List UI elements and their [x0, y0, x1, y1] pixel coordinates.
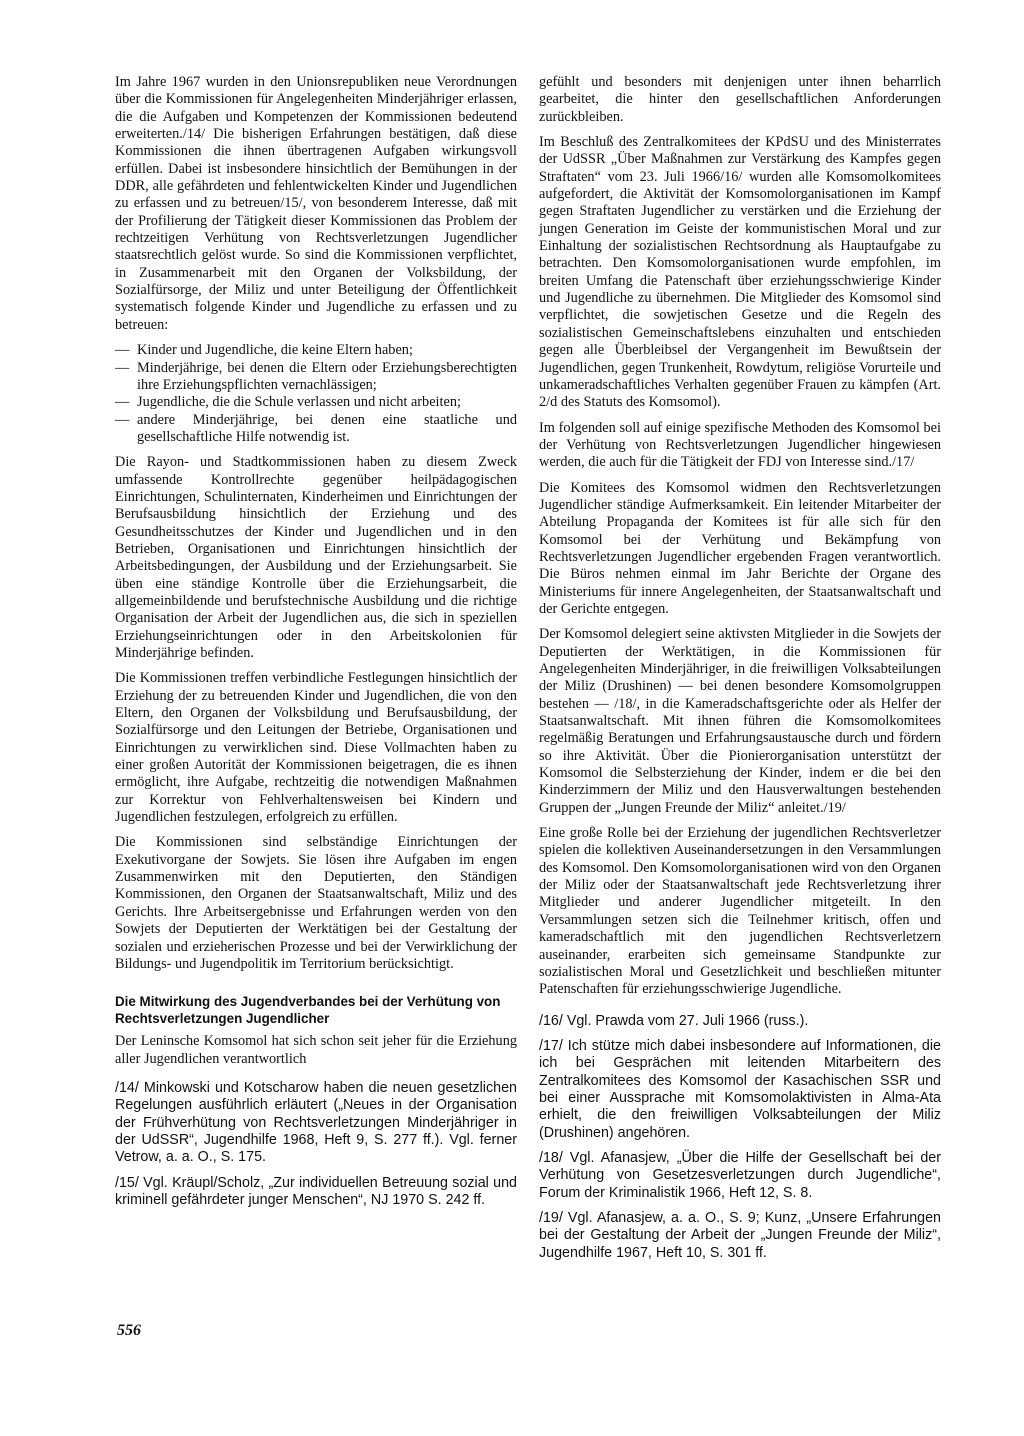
paragraph: Die Kommissionen sind selbständige Einrichtungen der Exekutivorgane der Sowjets. Sie lösen ihre Aufgaben im engen Zusammenwirken mit den Deputierten, den Ständigen Kommissionen, den Organen der Staatsanwaltschaft, Miliz und des Gerichts. Ihre Arbeitsergebnisse und Erfahrungen werden von den Sowjets der Deputierten der Werktätigen bei der Gestaltung der sozialen und erzieherischen Prozesse und bei der Verwirklichung der Bildungs- und Jugendpolitik im Territorium berücksichtigt.	[115, 834, 517, 972]
list-item	[115, 394, 517, 411]
list-item	[115, 342, 517, 359]
list-item-text: Minderjährige, bei denen die Eltern oder Erziehungsberechtigten ihre Erziehungspflichten vernachlässigen;	[137, 359, 517, 393]
footnote: /19/ Vgl. Afanasjew, a. a. O., S. 9; Kunz, „Unsere Erfahrungen bei der Gestaltung der Arbeit der „Jungen Freunde der Miliz“, Jugendhilfe 1967, Heft 10, S. 301 ff.	[539, 1209, 941, 1261]
footnotes	[115, 1080, 517, 1209]
paragraph: gefühlt und besonders mit denjenigen unter ihnen beharrlich gearbeitet, die hinter den gesellschaftlichen Anforderungen zurückbleiben.	[539, 74, 941, 125]
paragraph: Die Komitees des Komsomol widmen den Rechtsverletzungen Jugendlicher ständige Aufmerksamkeit. Ein leitender Mitarbeiter der Abteilung Propaganda der Komitees ist für alle sich für den Komsomol bei der Verhütung und Bekämpfung von Rechtsverletzungen Jugendlicher ergebenden Fragen verantwortlich. Die Büros nehmen einmal im Jahr Berichte der Organe des Ministeriums für innere Angelegenheiten, der Staatsanwaltschaft und der Gerichte entgegen.	[539, 479, 941, 617]
paragraph: Die Kommissionen treffen verbindliche Festlegungen hinsichtlich der Erziehung der zu betreuenden Kinder und Jugendlichen, die von den Eltern, den Organen der Volksbildung und Berufsausbildung, der Sozialfürsorge und den Leitungen der Betriebe, Organisationen und Einrichtungen zu verwirklichen sind. Diese Vollmachten haben zu einer großen Autorität der Kommissionen beigetragen, die es ihnen ermöglicht, ihre Aufgabe, rechtzeitig die notwendigen Maßnahmen zur Korrektur von Fehlverhaltensweisen bei Kindern und Jugendlichen festzulegen, erfolgreich zu erfüllen.	[115, 670, 517, 826]
left-column	[115, 74, 517, 1217]
footnote: /15/ Vgl. Kräupl/Scholz, „Zur individuellen Betreuung sozial und kriminell gefährdeter junger Menschen“, NJ 1970 S. 242 ff.	[115, 1174, 517, 1208]
list-item-text: Jugendliche, die die Schule verlassen und nicht arbeiten;	[137, 394, 461, 411]
dash-bullet: —	[115, 359, 130, 376]
footnote: /14/ Minkowski und Kotscharow haben die neuen gesetzlichen Regelungen ausführlich erläutert („Neues in der Organisation der Frühverhütung von Rechtsverletzungen Minderjähriger in der UdSSR“, Jugendhilfe 1968, Heft 9, S. 277 ff.). Vgl. ferner Vetrow, a. a. O., S. 175.	[115, 1079, 517, 1166]
footnote: /16/ Vgl. Prawda vom 27. Juli 1966 (russ.).	[539, 1012, 809, 1029]
paragraph: Der Leninsche Komsomol hat sich schon seit jeher für die Erziehung aller Jugendlichen verantwortlich	[115, 1033, 517, 1067]
dash-bullet: —	[115, 342, 130, 359]
target-groups-list	[115, 342, 517, 446]
section-heading: Die Mitwirkung des Jugendverbandes bei der Verhütung von Rechtsverletzungen Jugendlicher	[115, 994, 501, 1027]
paragraph: Im folgenden soll auf einige spezifische Methoden des Komsomol bei der Verhütung von Rechtsverletzungen Jugendlicher hingewiesen werden, die auch für die Tätigkeit der FDJ von Interesse sind./17/	[539, 419, 941, 471]
list-item-text: andere Minderjährige, bei denen eine staatliche und gesellschaftliche Hilfe notwendig ist.	[137, 411, 517, 445]
paragraph: Im Jahre 1967 wurden in den Unionsrepubliken neue Verordnungen über die Kommissionen für Angelegenheiten Minderjähriger erlassen, die die Aufgaben und Kompetenzen der Kommissionen bedeutend erweiterten./14/ Die bisherigen Erfahrungen bestätigen, daß diese Kommissionen die ihnen übertragenen Aufgaben wirkungsvoll erfüllen. Dabei ist insbesondere hinsichtlich der Bemühungen in der DDR, alle gefährdeten und fehlentwickelten Kinder und Jugendlichen zu erfassen und zu betreuen/15/, von besonderem Interesse, daß mit der Profilierung der Tätigkeit dieser Kommissionen das Problem der rechtzeitigen Verhütung von Rechtsverletzungen Jugendlicher staatsrechtlich gelöst wurde. So sind die Kommissionen verpflichtet, in Zusammenarbeit mit den Organen der Volksbildung, der Sozialfürsorge, der Miliz und unter Beteiligung der Öffentlichkeit systematisch folgende Kinder und Jugendliche zu erfassen und zu betreuen:	[115, 74, 517, 333]
footnote: /18/ Vgl. Afanasjew, „Über die Hilfe der Gesellschaft bei der Verhütung von Gesetzesverletzungen durch Jugendliche“, Forum der Kriminalistik 1966, Heft 12, S. 8.	[539, 1149, 941, 1201]
footnote: /17/ Ich stütze mich dabei insbesondere auf Informationen, die ich bei Gesprächen mit leitenden Mitarbeitern des Zentralkomitees des Komsomol der Kasachischen SSR und bei einer Aussprache mit Komsomolaktivisten in Alma-Ata erhielt, die den freiwilligen Volksabteilungen der Miliz (Drushinen) angehören.	[539, 1037, 941, 1141]
right-column	[539, 74, 941, 1270]
dash-bullet: —	[115, 394, 130, 411]
list-item	[115, 360, 517, 395]
page-number: 556	[117, 1322, 141, 1339]
paragraph: Eine große Rolle bei der Erziehung der jugendlichen Rechtsverletzer spielen die kollektiven Auseinandersetzungen in den Versammlungen des Komsomol. Den Komsomolorganisationen wird von den Organen der Miliz oder der Staatsanwaltschaft jede Rechtsverletzung ihrer Mitglieder und anderer Jugendlicher mitgeteilt. In den Versammlungen setzen sich die Teilnehmer kritisch, offen und kameradschaftlich mit den jugendlichen Rechtsverletzern auseinander, erarbeiten sich gemeinsame Standpunkte zur sozialistischen Moral und Gesetzlichkeit und beschließen mitunter Patenschaften für erziehungsschwierige Jugendliche.	[539, 825, 941, 998]
footnotes	[539, 1013, 941, 1262]
list-item	[115, 412, 517, 447]
list-item-text: Kinder und Jugendliche, die keine Eltern haben;	[137, 342, 413, 359]
paragraph: Der Komsomol delegiert seine aktivsten Mitglieder in die Sowjets der Deputierten der Werktätigen, in die Kommissionen für Angelegenheiten Minderjähriger, in die freiwilligen Volksabteilungen der Miliz (Drushinen) — bei denen besondere Komsomolgruppen bestehen — /18/, in die Kameradschaftsgerichte oder als Helfer der Staatsanwaltschaft. Mit ihnen führen die Komsomolkomitees regelmäßig Beratungen und Erfahrungsaustausche durch und fördern so ihre Aktivität. Über die Pionierorganisation unterstützt der Komsomol die Selbsterziehung der Kinder, indem er die bei den Kinderzimmern der Miliz und den Hausverwaltungen bestehenden Gruppen der „Jungen Freunde der Miliz“ anleitet./19/	[539, 626, 941, 816]
paragraph: Die Rayon- und Stadtkommissionen haben zu diesem Zweck umfassende Kontrollrechte gegenüber heilpädagogischen Einrichtungen, Schulinternaten, Kinderheimen und Einrichtungen der Berufsausbildung hinsichtlich der Erziehung und des Gesundheitsschutzes der Kinder und Jugendlichen und in den Betrieben, Organisationen und Einrichtungen hinsichtlich der Arbeitsbedingungen, der Ausbildung und der Erziehungsarbeit. Sie üben eine ständige Kontrolle über die Erziehungsarbeit, die allgemeinbildende und berufstechnische Ausbildung und die richtige Organisation der Arbeit der Jugendlichen aus, die sich in speziellen Erziehungseinrichtungen oder in den Arbeitskolonien für Minderjährige befinden.	[115, 454, 517, 661]
dash-bullet: —	[115, 411, 130, 428]
paragraph: Im Beschluß des Zentralkomitees der KPdSU und des Ministerrates der UdSSR „Über Maßnahmen zur Verstärkung des Kampfes gegen Straftaten“ vom 23. Juli 1966/16/ wurden alle Komsomolkomitees aufgefordert, die Aktivität der Komsomolorganisationen im Kampf gegen Straftaten Jugendlicher zu verstärken und die Erziehung der jungen Generation im Geiste der kommunistischen Moral und zur Einhaltung der sozialistischen Rechtsordnung als Hauptaufgabe zu betrachten. Den Komsomolorganisationen wurde empfohlen, im breiten Umfang die Patenschaft über erziehungsschwierige Kinder und Jugendliche zu übernehmen. Die Mitglieder des Komsomol sind verpflichtet, die sowjetischen Gesetze und die Regeln des sozialistischen Gemeinschaftslebens einzuhalten und entschieden gegen alle Überbleibsel der Vergangenheit im Bewußtsein der Jugendlichen, gegen Trunkenheit, Rowdytum, religiöse Vorurteile und unkameradschaftliches Verhalten gegenüber Frauen zu kämpfen (Art. 2/d des Statuts des Komsomol).	[539, 134, 941, 411]
